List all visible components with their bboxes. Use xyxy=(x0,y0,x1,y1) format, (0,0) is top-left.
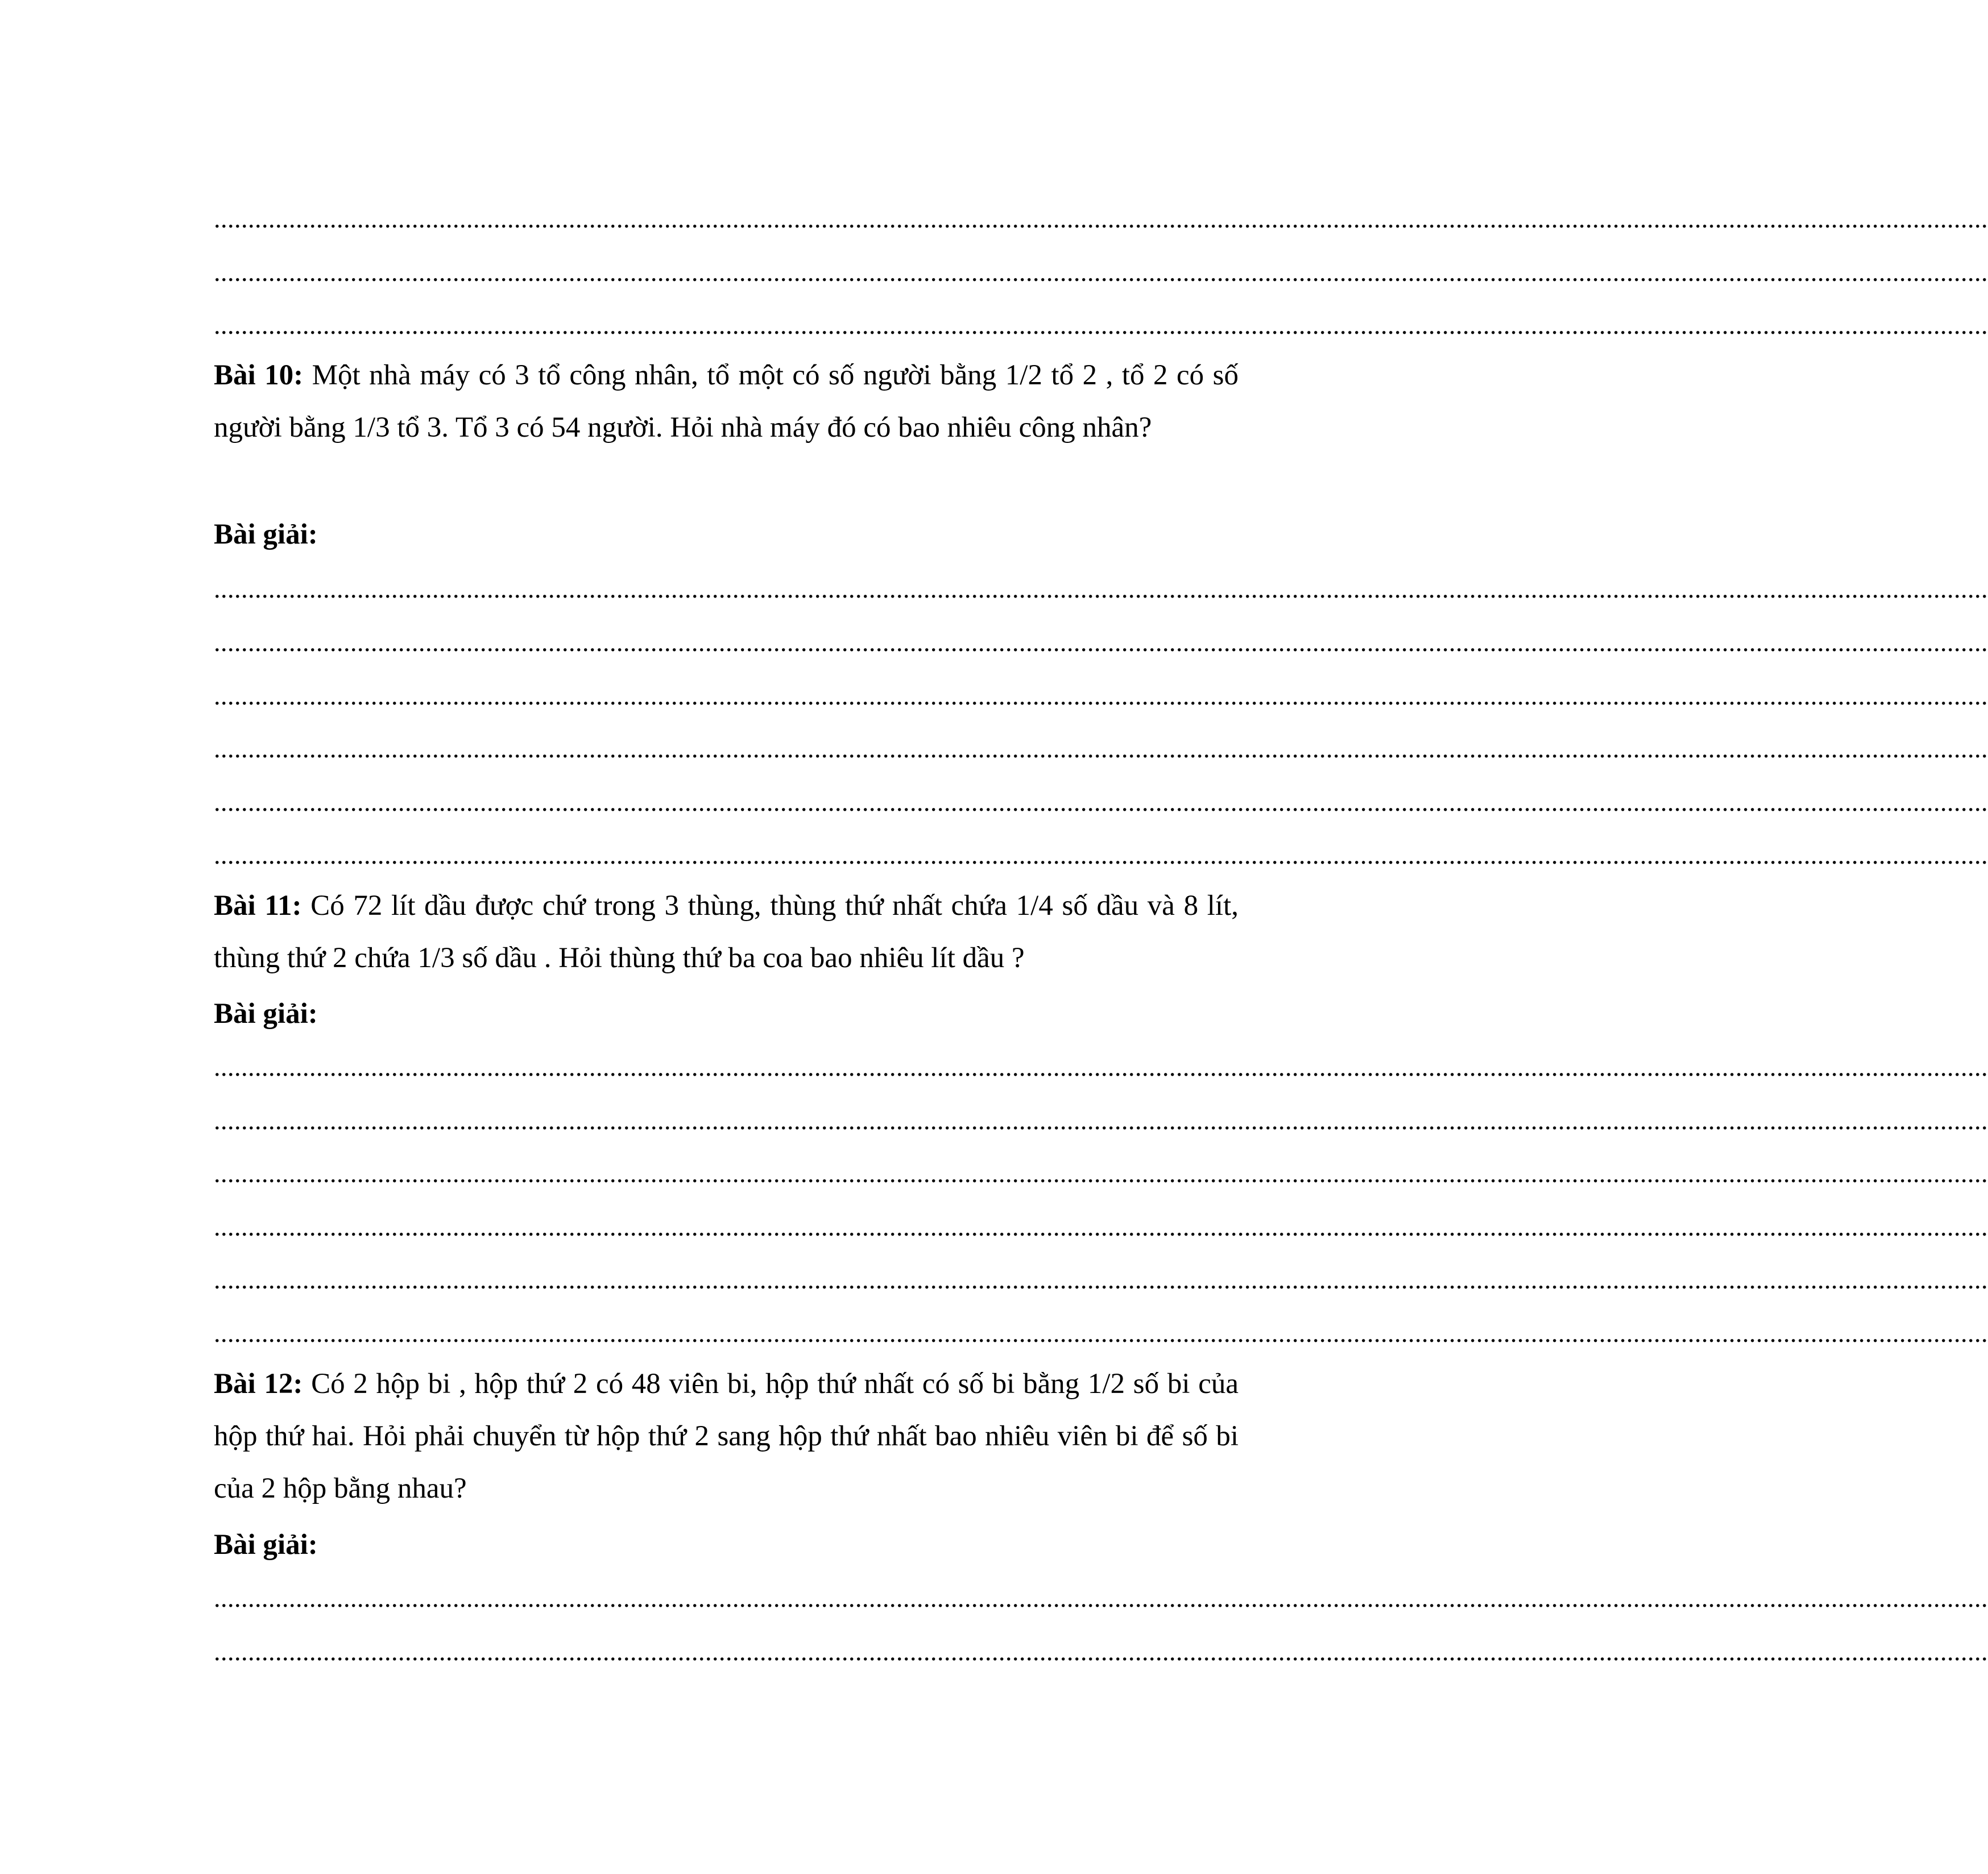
answer-line: .................................................................................................................................................................................................................................................................... xyxy=(214,310,1988,339)
answer-line: .................................................................................................................................................................................................................................................................... xyxy=(214,1052,1988,1081)
answer-line: .................................................................................................................................................................................................................................................................... xyxy=(214,1319,1988,1348)
worksheet-page xyxy=(214,0,1988,1874)
problem-11-text: Có 72 lít dầu được chứ trong 3 thùng, thùng thứ nhất chứa 1/4 số dầu và 8 lít, thùng thứ 2 chứa 1/3 số dầu . Hỏi thùng thứ ba coa bao nhiêu lít dầu ? xyxy=(214,890,1239,974)
problem-11-label: Bài 11: xyxy=(214,890,302,922)
answer-line: .................................................................................................................................................................................................................................................................... xyxy=(214,1637,1988,1666)
answer-line: .................................................................................................................................................................................................................................................................... xyxy=(214,1159,1988,1188)
answer-line: .................................................................................................................................................................................................................................................................... xyxy=(214,1212,1988,1241)
answer-line: .................................................................................................................................................................................................................................................................... xyxy=(214,681,1988,710)
answer-line: .................................................................................................................................................................................................................................................................... xyxy=(214,1583,1988,1612)
problem-10-label: Bài 10: xyxy=(214,359,304,391)
problem-11-solution-heading: Bài giải: xyxy=(214,998,318,1030)
problem-10-solution-heading: Bài giải: xyxy=(214,519,318,550)
problem-12-label: Bài 12: xyxy=(214,1368,303,1400)
answer-line: .................................................................................................................................................................................................................................................................... xyxy=(214,1265,1988,1294)
answer-line: .................................................................................................................................................................................................................................................................... xyxy=(214,787,1988,816)
answer-line: .................................................................................................................................................................................................................................................................... xyxy=(214,734,1988,763)
answer-line: .................................................................................................................................................................................................................................................................... xyxy=(214,258,1988,287)
problem-10 xyxy=(214,349,1239,454)
answer-line: .................................................................................................................................................................................................................................................................... xyxy=(214,840,1988,869)
answer-line: .................................................................................................................................................................................................................................................................... xyxy=(214,628,1988,657)
problem-12-solution-heading: Bài giải: xyxy=(214,1529,318,1561)
answer-line: .................................................................................................................................................................................................................................................................... xyxy=(214,574,1988,603)
problem-12-text: Có 2 hộp bi , hộp thứ 2 có 48 viên bi, hộp thứ nhất có số bi bằng 1/2 số bi của hộp thứ hai. Hỏi phải chuyển từ hộp thứ 2 sang hộp thứ nhất bao nhiêu viên bi để số bi của 2 hộp bằng nhau? xyxy=(214,1368,1239,1504)
answer-line: .................................................................................................................................................................................................................................................................... xyxy=(214,204,1988,233)
answer-line: .................................................................................................................................................................................................................................................................... xyxy=(214,1106,1988,1135)
problem-11 xyxy=(214,880,1239,984)
problem-10-text: Một nhà máy có 3 tổ công nhân, tổ một có số người bằng 1/2 tổ 2 , tổ 2 có số người bằng 1/3 tổ 3. Tổ 3 có 54 người. Hỏi nhà máy đó có bao nhiêu công nhân? xyxy=(214,359,1239,443)
problem-12 xyxy=(214,1358,1239,1515)
